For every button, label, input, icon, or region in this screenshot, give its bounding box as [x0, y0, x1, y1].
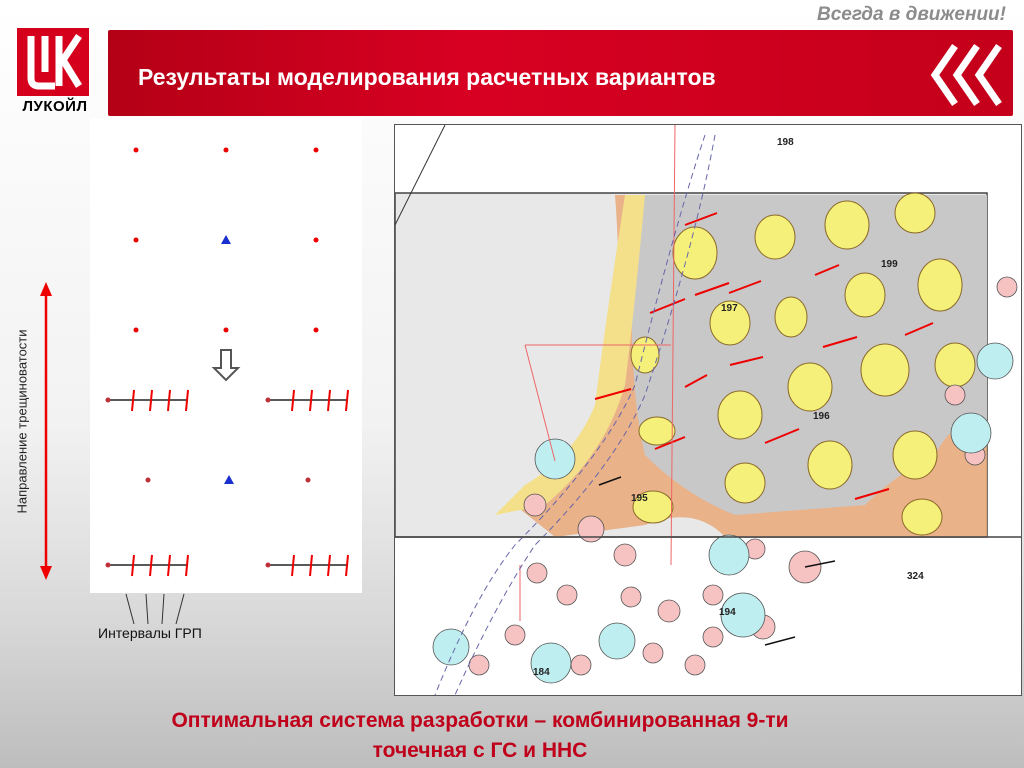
injector-icon-lower: [224, 475, 234, 484]
well-label-198: 198: [777, 137, 794, 148]
well-label-195: 195: [631, 493, 648, 504]
well-label-199: 199: [881, 259, 898, 270]
fracture-direction-arrow: [36, 282, 56, 580]
brand-name: ЛУКОЙЛ: [22, 98, 88, 115]
well-pattern-schematic: [90, 118, 362, 593]
tagline: Всегда в движении!: [816, 4, 1006, 25]
conclusion-text: [60, 706, 900, 766]
pattern-diagram: [90, 118, 362, 593]
conclusion-line-1: Оптимальная система разработки – комбинированная 9-ти: [171, 709, 789, 732]
frac-intervals: [132, 390, 348, 576]
down-arrow-icon: [214, 350, 238, 380]
well-label-194: 194: [719, 607, 736, 618]
chevrons-icon: [921, 40, 1005, 110]
conclusion-line-2: точечная с ГС и ННС: [372, 739, 588, 762]
simulation-map: [394, 124, 1022, 696]
lukoil-logo-mark: [17, 28, 89, 96]
intervals-pointer: [120, 590, 200, 628]
page-title: Результаты моделирования расчетных вариантов: [138, 64, 716, 90]
injector-icon: [221, 235, 231, 244]
lukoil-logo: [10, 28, 96, 118]
fracture-direction-label: Направление трещиноватости: [14, 329, 30, 514]
title-bar: [108, 30, 1013, 116]
frac-intervals-label: Интервалы ГРП: [98, 625, 202, 641]
well-label-197: 197: [721, 303, 738, 314]
well-label-184: 184: [533, 667, 550, 678]
map-canvas: [395, 125, 1021, 695]
well-label-196: 196: [813, 411, 830, 422]
well-label-324: 324: [907, 571, 924, 582]
